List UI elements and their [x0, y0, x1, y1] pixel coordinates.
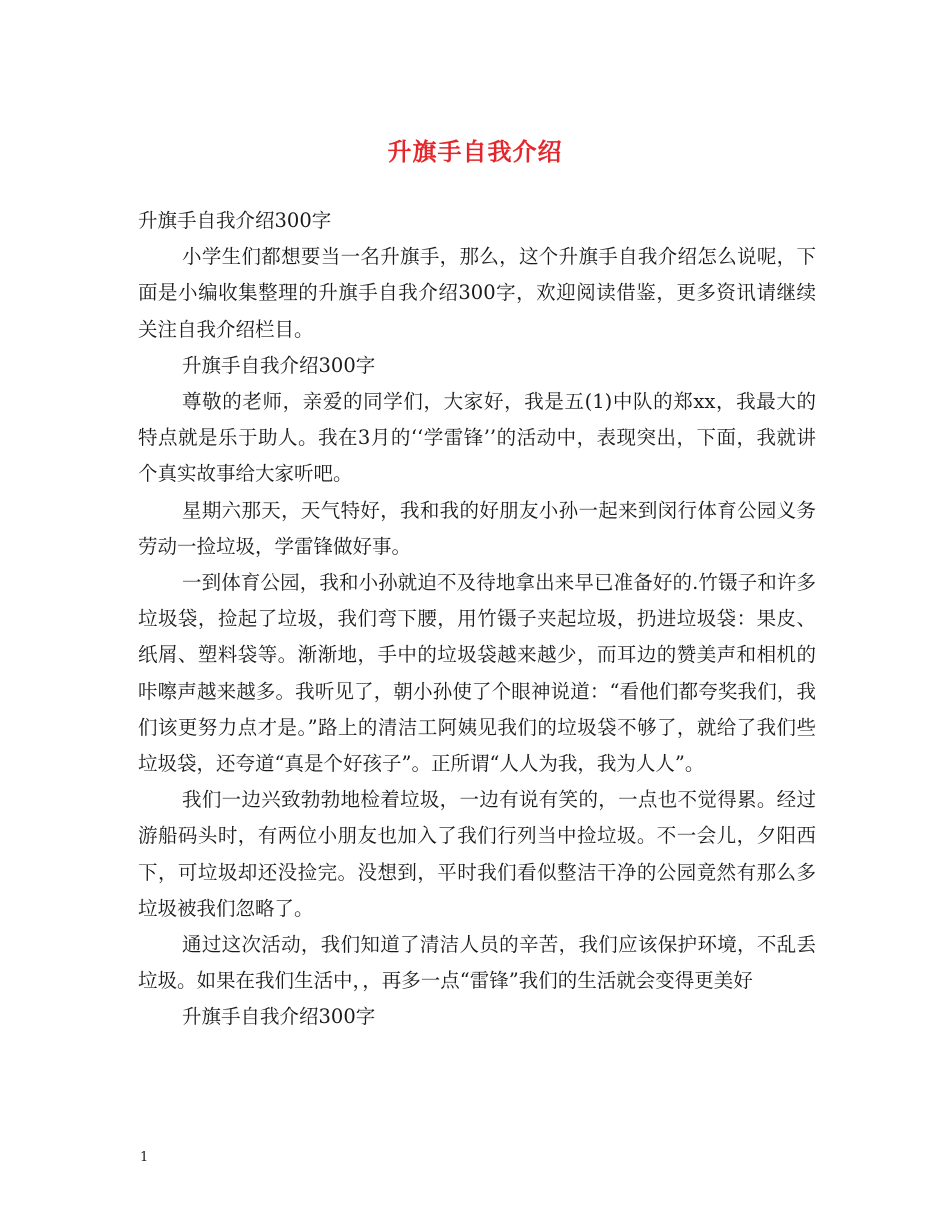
document-body: [138, 203, 816, 1036]
paragraph: 星期六那天，天气特好，我和我的好朋友小孙一起来到闵行体育公园义务劳动一捡垃圾，学雷锋做好事。: [138, 498, 816, 558]
paragraph: 小学生们都想要当一名升旗手，那么，这个升旗手自我介绍怎么说呢，下面是小编收集整理的升旗手自我介绍300字，欢迎阅读借鉴，更多资讯请继续关注自我介绍栏目。: [138, 245, 816, 341]
paragraph: 升旗手自我介绍300字: [182, 1005, 376, 1029]
paragraph: 我们一边兴致勃勃地检着垃圾，一边有说有笑的，一点也不觉得累。经过游船码头时，有两位小朋友也加入了我们行列当中捡垃圾。不一会儿，夕阳西下，可垃圾却还没捡完。没想到，平时我们看似整洁干净的公园竟然有那么多垃圾被我们忽略了。: [138, 788, 816, 920]
paragraph: 尊敬的老师，亲爱的同学们，大家好，我是五(1)中队的郑xx，我最大的特点就是乐于助人。我在3月的‘‘学雷锋’’的活动中，表现突出，下面，我就讲个真实故事给大家听吧。: [138, 390, 816, 486]
paragraph: 一到体育公园，我和小孙就迫不及待地拿出来早已准备好的.竹镊子和许多垃圾袋，捡起了垃圾，我们弯下腰，用竹镊子夹起垃圾，扔进垃圾袋：果皮、纸屑、塑料袋等。渐渐地，手中的垃圾袋越来越少，而耳边的赞美声和相机的咔嚓声越来越多。我听见了，朝小孙使了个眼神说道：“看他们都夸奖我们，我们该更努力点才是。”路上的清洁工阿姨见我们的垃圾袋不够了，就给了我们些垃圾袋，还夸道“真是个好孩子”。正所谓“人人为我，我为人人”。: [138, 571, 816, 776]
paragraph: 升旗手自我介绍300字: [182, 353, 376, 377]
paragraph: 升旗手自我介绍300字: [138, 209, 332, 232]
document-title: 升旗手自我介绍: [387, 137, 563, 166]
page-number: 1: [140, 1150, 149, 1165]
paragraph: 通过这次活动，我们知道了清洁人员的辛苦，我们应该保护环境，不乱丢垃圾。如果在我们生活中，，再多一点“雷锋”我们的生活就会变得更美好: [138, 933, 816, 993]
